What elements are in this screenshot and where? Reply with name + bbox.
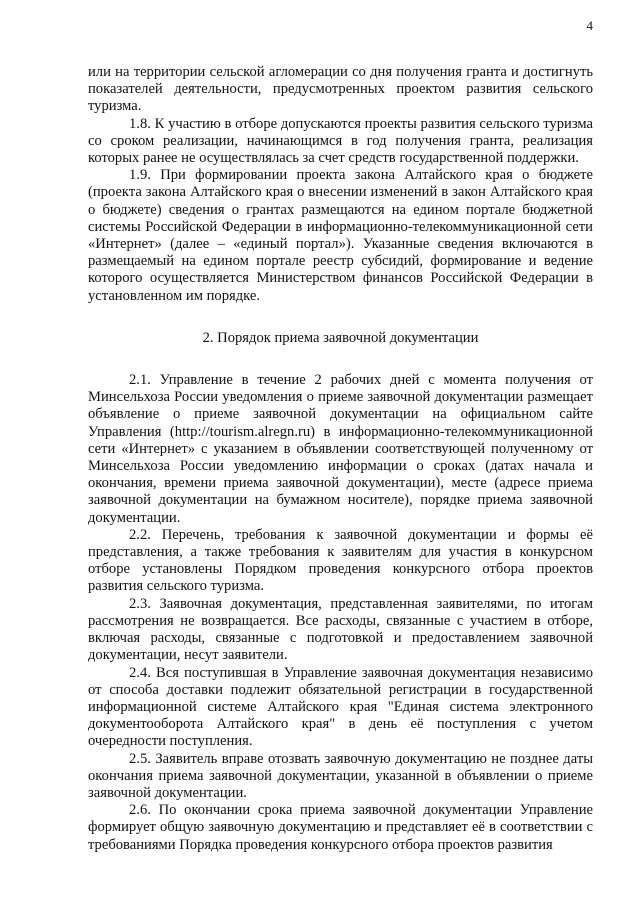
page-number: 4 <box>586 18 593 33</box>
paragraph-2-2: 2.2. Перечень, требования к заявочной документации и формы её представления, а также требования к заявителям для участия в конкурсном отборе установлены Порядком проведения конкурсного отбора проектов развития сельского туризма. <box>88 526 593 595</box>
paragraph-1-8: 1.8. К участию в отборе допускаются проекты развития сельского туризма со сроком реализации, начинающимся в год получения гранта, реализация которых ранее не осуществлялась за счет средств государственной поддержки. <box>88 115 593 167</box>
paragraph-2-1: 2.1. Управление в течение 2 рабочих дней с момента получения от Минсельхоза России уведомления о приеме заявочной документации размещает объявление о приеме заявочной документации на официальном сайте Управления (http://tourism.alregn.ru) в информационно-телекоммуникационной сети «Интернет» с указанием в объявлении соответствующей полученному от Минсельхоза России уведомлению информации о сроках (датах начала и окончания, времени приема заявочной документации), месте (адресе приема заявочной документации на бумажном носителе), порядке приема заявочной документации. <box>88 372 593 526</box>
paragraph-continuation: или на территории сельской агломерации со дня получения гранта и достигнуть показателей деятельности, предусмотренных проектом развития сельского туризма. <box>88 64 593 115</box>
paragraph-1-9: 1.9. При формировании проекта закона Алтайского края о бюджете (проекта закона Алтайского края о внесении изменений в закон Алтайского края о бюджете) сведения о грантах размещаются на едином портале бюджетной системы Российской Федерации в информационно-телекоммуникационной сети «Интернет» (далее – «единый портал»). Указанные сведения включаются в размещаемый на едином портале реестр субсидий, формирование и ведение которого осуществляется Министерством финансов Российской Федерации в установленном им порядке. <box>88 167 593 304</box>
section-heading: 2. Порядок приема заявочной документации <box>202 329 479 346</box>
paragraph-2-5: 2.5. Заявитель вправе отозвать заявочную документацию не позднее даты окончания приема заявочной документации, указанной в объявлении о приеме заявочной документации. <box>88 750 593 801</box>
paragraph-2-4: 2.4. Вся поступившая в Управление заявочная документация независимо от способа доставки подлежит обязательной регистрации в государственной информационной системе Алтайского края "Единая система электронного документооборота Алтайского края" в день её поступления с учетом очередности поступления. <box>88 664 593 750</box>
document-page <box>88 0 593 854</box>
paragraph-2-6: 2.6. По окончании срока приема заявочной документации Управление формирует общую заявочную документацию и представляет её в соответствии с требованиями Порядка проведения конкурсного отбора проектов развития <box>88 802 593 853</box>
paragraph-2-3: 2.3. Заявочная документация, представленная заявителями, по итогам рассмотрения не возвращается. Все расходы, связанные с участием в отборе, включая расходы, связанные с подготовкой и предоставлением заявочной документации, несут заявители. <box>88 595 593 664</box>
